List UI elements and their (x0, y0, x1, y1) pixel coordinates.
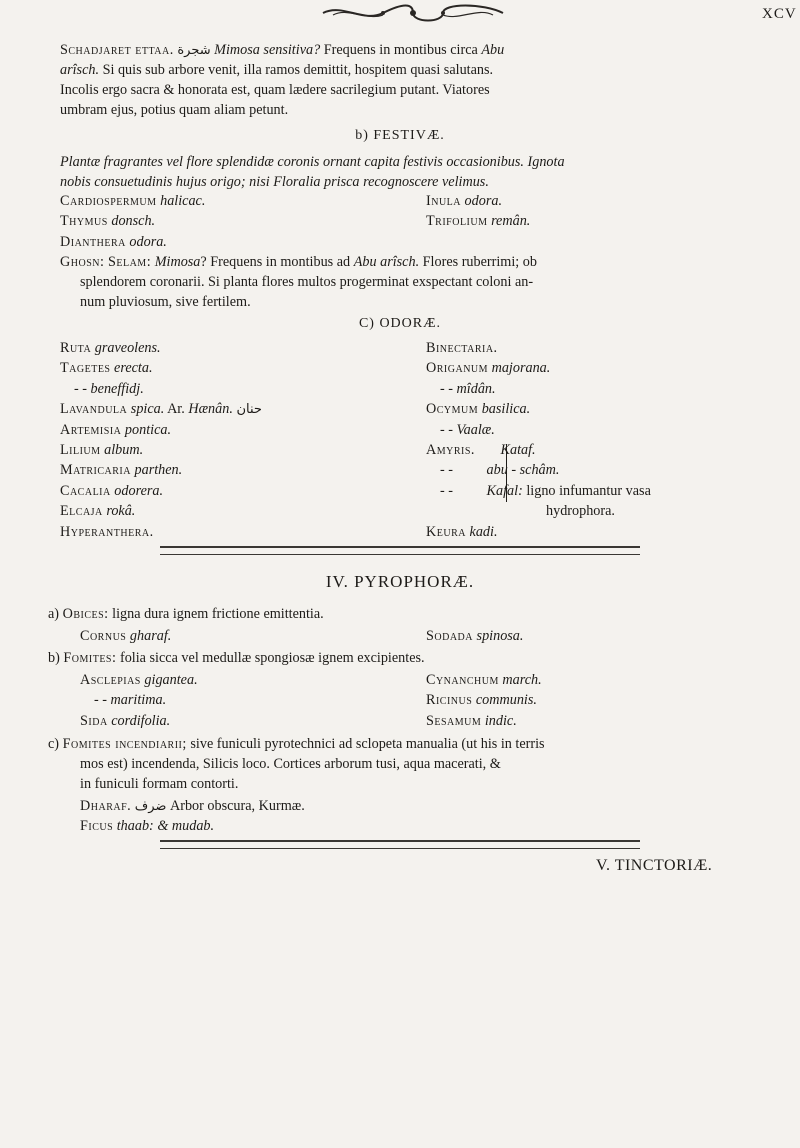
list-item (426, 460, 651, 480)
section-b-heading: b) FESTIVÆ. (355, 128, 445, 143)
section-c-heading: C) ODORÆ. (358, 316, 442, 331)
section-iv-heading: IV. PYROPHORÆ. (325, 572, 475, 591)
section-iv-b-line (48, 648, 748, 668)
para1-line1 (60, 40, 760, 61)
section-iv-a-line (48, 604, 748, 624)
text-span: Binectaria. (426, 340, 498, 356)
place-name: Abu (481, 42, 505, 58)
section-iv-c-line1 (48, 734, 748, 754)
para1-line3: Incolis ergo sacra & honorata est, quam lædere sacrilegium putant. Viatores (60, 82, 490, 98)
text-span: Artemisia (60, 421, 122, 438)
section-b-left-list (60, 191, 205, 252)
ficus-line (80, 816, 780, 836)
list-item (60, 191, 205, 211)
list-item (426, 522, 651, 542)
text-span: Cardiospermum (60, 193, 157, 209)
text-span: Ocymum (426, 401, 479, 418)
list-item (426, 379, 651, 399)
text-span: Trifolium (426, 213, 488, 230)
list-item (60, 379, 262, 399)
list-item (426, 338, 651, 358)
text-span: odora. (464, 193, 502, 209)
text-span: ضرف (134, 799, 167, 814)
list-item (426, 670, 542, 690)
text-span: kadi. (469, 523, 498, 540)
text-span: spica. (130, 401, 165, 418)
text-span: - - (440, 380, 453, 397)
text-span: Ricinus (426, 692, 473, 709)
text-span: Abu arîsch. (353, 254, 420, 270)
text-span: Fomites: (63, 650, 117, 666)
text-span: c) (48, 736, 60, 752)
text-span: Kafal: (486, 482, 523, 499)
text-span: ligno infumantur vasa (526, 482, 651, 499)
text-span: hydrophora. (546, 503, 615, 520)
list-item (426, 420, 651, 440)
text-span: Cynanchum (426, 672, 499, 688)
text-span: odorera. (114, 482, 164, 499)
section-iv-b-left (80, 670, 198, 731)
text-span: Si quis sub arbore venit, illa ramos demittit, hospitem quasi salutans. (102, 62, 494, 78)
section-b-line2: nobis consuetudinis hujus origo; nisi Floralia prisca recognoscere velimus. (60, 174, 489, 190)
list-item (426, 399, 651, 419)
dharaf-line (80, 796, 780, 817)
list-item (426, 211, 530, 231)
text-span: sive funiculi pyrotechnici ad sclopeta manualia (ut his in terris (190, 736, 545, 752)
text-span: gigantea. (144, 672, 198, 688)
text-span: - - (440, 421, 453, 438)
para1-line2 (60, 60, 760, 80)
text-span: ? Frequens in montibus ad (200, 254, 351, 270)
text-span: Amyris. (426, 441, 475, 458)
ghosn-line3: num pluviosum, sive fertilem. (80, 294, 251, 310)
text-span: - - (94, 692, 107, 709)
text-span: Cornus (80, 628, 127, 644)
list-item (80, 690, 198, 710)
text-span: حنان (236, 402, 262, 418)
text-span: Flores ruberrimi; ob (422, 254, 537, 270)
text-span: Vaalæ. (456, 421, 495, 438)
para1-line4: umbram ejus, potius quam aliam petunt. (60, 102, 289, 118)
text-span: march. (502, 672, 542, 688)
text-span: Keura (426, 523, 466, 540)
section-b-line1: Plantæ fragrantes vel flore splendidæ coronis ornant capita festivis occasionibus. Ignota (60, 154, 565, 170)
text-span: Ruta (60, 340, 92, 356)
text-span: Sida (80, 712, 108, 729)
text-span: Origanum (426, 360, 489, 377)
section-iv-a-left (80, 626, 171, 646)
text-span: Inula (426, 193, 461, 209)
list-item (60, 501, 262, 521)
text-span: cordifolia. (111, 712, 171, 729)
list-item (80, 670, 198, 690)
text-span: Lavandula (60, 401, 128, 418)
text-span: indic. (484, 712, 517, 729)
section-iv-b-right (426, 670, 542, 731)
text-span: Tagetes (60, 360, 111, 377)
text-span: Thymus (60, 213, 108, 230)
section-c-right-list (426, 338, 651, 542)
list-item (60, 232, 205, 252)
text-span: b) (48, 650, 60, 666)
text-span: Hænân. (188, 401, 233, 418)
arabic-word: شجرة (177, 43, 211, 58)
list-item (426, 191, 530, 211)
text-span: Hyperanthera. (60, 523, 154, 540)
text-span: Sodada (426, 628, 473, 644)
text-span: Kataf. (500, 441, 536, 458)
text-span: communis. (475, 692, 537, 709)
text-span: beneffidj. (90, 380, 144, 397)
text-span: rokâ. (106, 503, 136, 520)
text-span: abu - schâm. (486, 462, 560, 479)
text-span: odora. (129, 233, 167, 250)
list-item (60, 420, 262, 440)
text-span: halicac. (160, 193, 206, 209)
text-span: spinosa. (476, 628, 524, 644)
text-span: erecta. (114, 360, 153, 377)
text-span: Fomites incendiarii; (62, 736, 187, 752)
text-span: Asclepias (80, 672, 141, 688)
list-item (60, 522, 262, 542)
list-item (60, 460, 262, 480)
text-span: a) (48, 606, 60, 622)
text-span: thaab: & mudab. (116, 818, 215, 834)
list-item (60, 211, 205, 231)
ghosn-line1 (60, 252, 760, 272)
list-item (80, 626, 171, 646)
text-span: Mimosa (154, 254, 201, 270)
text-span: album. (104, 441, 144, 458)
text-span: Selam: (107, 254, 152, 270)
text-span: remân. (491, 213, 531, 230)
text-span: folia sicca vel medullæ spongiosæ ignem excipientes. (119, 650, 425, 666)
text-span: majorana. (491, 360, 551, 377)
text-span: parthen. (134, 462, 183, 479)
section-iv-c-line2: mos est) incendenda, Silicis loco. Cortices arborum tusi, aqua macerati, & (80, 756, 501, 772)
divider-rule (160, 840, 640, 849)
text-span: Obices: (62, 606, 109, 622)
list-item (60, 338, 262, 358)
text-span: gharaf. (129, 628, 172, 644)
text-span: - - (74, 380, 87, 397)
text-span: Ar. (167, 401, 185, 418)
list-item (426, 358, 651, 378)
ghosn-line2: splendorem coronarii. Si planta flores multos progerminat exspectant coloni an- (80, 274, 534, 290)
list-item (60, 481, 262, 501)
list-item (60, 440, 262, 460)
text-span: Arbor obscura, Kurmæ. (169, 798, 305, 814)
text-span: Cacalia (60, 482, 111, 499)
genus-name: Schadjaret ettaa. (60, 42, 174, 58)
list-item (80, 711, 198, 731)
text-span: Ghosn: (60, 254, 105, 270)
text-span: Dianthera (60, 233, 126, 250)
text-span: ligna dura ignem frictione emittentia. (112, 606, 324, 622)
list-item (426, 501, 651, 521)
section-iv-c-line3: in funiculi formam contorti. (80, 776, 239, 792)
header-ornament (308, 2, 518, 24)
section-iv-a-right (426, 626, 523, 646)
species-name: Mimosa sensitiva? (214, 42, 321, 58)
next-section-heading: V. TINCTORIÆ. (596, 857, 713, 874)
page-number: XCV (762, 6, 797, 22)
text-span: Frequens in montibus circa (323, 42, 478, 58)
section-b-right-list (426, 191, 530, 232)
text-span: mîdân. (456, 380, 496, 397)
text-span: donsch. (111, 213, 156, 230)
text-span: Lilium (60, 441, 101, 458)
section-c-left-list (60, 338, 262, 542)
text-span: maritima. (110, 692, 167, 709)
text-span: Ficus (80, 818, 114, 834)
brace-bracket (506, 444, 511, 502)
list-item (426, 626, 523, 646)
text-span: Sesamum (426, 712, 482, 729)
list-item (60, 358, 262, 378)
text-span: graveolens. (94, 340, 161, 356)
text-span: - - (440, 482, 453, 499)
divider-rule (160, 546, 640, 555)
list-item (426, 481, 651, 501)
list-item (426, 711, 542, 731)
list-item (60, 399, 262, 419)
list-item (426, 690, 542, 710)
text-span: Matricaria (60, 462, 131, 479)
text-span: Dharaf. (80, 798, 132, 814)
text-span: basilica. (481, 401, 531, 418)
ornament-vignette-icon (313, 3, 513, 23)
place-name: arîsch. (60, 62, 100, 78)
text-span: pontica. (124, 421, 172, 438)
text-span: - - (440, 462, 453, 479)
text-span: Elcaja (60, 503, 103, 520)
list-item (426, 440, 651, 460)
